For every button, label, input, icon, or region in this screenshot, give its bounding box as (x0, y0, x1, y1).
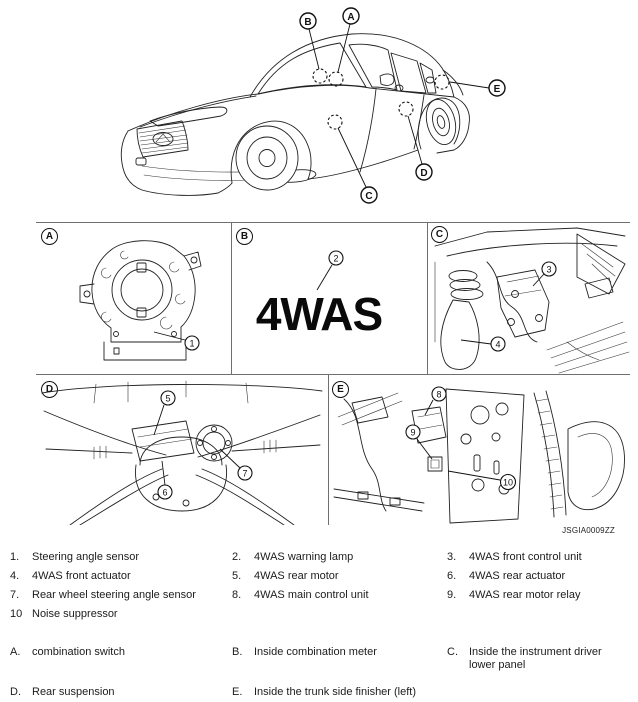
legend-text: combination switch (32, 646, 125, 658)
callout-2-badge (329, 251, 343, 265)
car-callout-badge-b (300, 13, 316, 29)
legend-letter: B. (232, 646, 243, 658)
legend-number: 2. (232, 551, 242, 563)
legend-text: 4WAS warning lamp (254, 551, 354, 563)
legend-item-7 (10, 589, 232, 602)
callout-8-leader (425, 400, 433, 415)
legend-item-1 (10, 551, 232, 564)
panel-b-label: B (236, 228, 253, 245)
warning-lamp-text: 4WAS (255, 288, 383, 340)
panel-b-warning-lamp (231, 222, 427, 374)
car-callout-letter-e: E (493, 83, 501, 95)
car-callout-letter-b: B (304, 16, 312, 28)
legend-letter: D. (10, 686, 21, 698)
figure-code: JSGIA0009ZZ (562, 526, 615, 535)
callout-5-leader (154, 405, 164, 435)
callout-2-number: 2 (333, 253, 339, 264)
legend-item-e (232, 686, 447, 699)
legend-text: Inside combination meter (254, 646, 377, 658)
callout-1-badge (185, 336, 199, 350)
car-callout-letter-d: D (420, 167, 428, 179)
legend-text: Steering angle sensor (32, 551, 140, 563)
legend-number: 10 (10, 608, 23, 620)
legend-text: 4WAS front actuator (32, 570, 131, 582)
callout-9-number: 9 (410, 427, 416, 438)
leader-lines (309, 24, 489, 187)
legend-text: 4WAS rear actuator (469, 570, 566, 582)
engine-line-art (435, 228, 629, 373)
car-callout-badge-a (343, 8, 359, 24)
legend-item-5 (232, 570, 447, 583)
legend-number: 6. (447, 570, 457, 582)
car-callout-letter-c: C (365, 190, 373, 202)
panel-e-trunk-side (328, 377, 630, 525)
callout-10-number: 10 (502, 477, 514, 488)
trunk-line-art (334, 389, 624, 523)
callout-6-leader (162, 461, 165, 485)
legend-item-a (10, 646, 232, 659)
legend-item-10 (10, 608, 232, 621)
panel-c-label: C (431, 226, 448, 243)
grid-middle-rule (36, 374, 630, 375)
callout-2-leader (317, 265, 332, 290)
legend-text: Inside the instrument driver lower panel (469, 646, 602, 671)
callout-7-number: 7 (242, 468, 248, 479)
legend-letter: C. (447, 646, 458, 658)
legend-item-3 (447, 551, 630, 564)
lettered-legend (10, 646, 630, 699)
callout-5-badge (161, 391, 175, 405)
callout-5-number: 5 (165, 393, 171, 404)
legend-text: Noise suppressor (32, 608, 118, 620)
callout-1-number: 1 (189, 338, 195, 349)
legend-letter: E. (232, 686, 243, 698)
legend-item-8 (232, 589, 447, 602)
callout-9-badge (406, 425, 420, 439)
legend-text: 4WAS front control unit (469, 551, 582, 563)
legend-number: 1. (10, 551, 20, 563)
legend-text: 4WAS rear motor relay (469, 589, 581, 601)
legend-text: Rear wheel steering angle sensor (32, 589, 196, 601)
legend-item-b (232, 646, 447, 659)
callout-10-leader (448, 471, 500, 480)
car-location-diagram (0, 0, 638, 218)
legend-number: 9. (447, 589, 457, 601)
panel-a-label: A (41, 228, 58, 245)
callout-6-badge (158, 485, 172, 499)
car-callout-badge-e (489, 80, 505, 96)
callout-4-badge (491, 337, 505, 351)
callout-4-leader (461, 340, 491, 344)
legend-text: Rear suspension (32, 686, 115, 698)
callout-8-number: 8 (436, 389, 442, 400)
panel-a-steering-angle-sensor (36, 222, 231, 374)
panel-d-rear-suspension (36, 377, 328, 525)
callout-4-number: 4 (495, 339, 501, 350)
legend-item-4 (10, 570, 232, 583)
legend-number: 3. (447, 551, 457, 563)
callout-1-leader (154, 332, 185, 340)
callout-3-badge (542, 262, 556, 276)
legend-number: 7. (10, 589, 20, 601)
callout-7-badge (238, 466, 252, 480)
target-a-circle (329, 72, 343, 86)
sensor-line-art (80, 241, 201, 360)
car-callout-badge-d (416, 164, 432, 180)
legend-item-d (10, 686, 232, 699)
legend-item-c (447, 646, 630, 672)
legend-item-9 (447, 589, 630, 602)
callout-3-number: 3 (546, 264, 552, 275)
car-callout-letter-a: A (347, 11, 355, 23)
legend-text: 4WAS main control unit (254, 589, 369, 601)
legend-number: 5. (232, 570, 242, 582)
legend-item-6 (447, 570, 630, 583)
legend-letter: A. (10, 646, 21, 658)
target-b-circle (313, 69, 327, 83)
callout-10-badge (501, 475, 516, 490)
panel-d-label: D (41, 381, 58, 398)
legend-text: Inside the trunk side finisher (left) (254, 686, 417, 698)
callout-6-number: 6 (162, 487, 168, 498)
callout-8-badge (432, 387, 446, 401)
target-d-circle (399, 102, 413, 116)
car-callout-badge-c (361, 187, 377, 203)
suspension-line-art (42, 381, 322, 525)
legend-number: 4. (10, 570, 20, 582)
panel-e-label: E (332, 381, 349, 398)
target-c-circle (328, 115, 342, 129)
legend-number: 8. (232, 589, 242, 601)
numbered-legend (10, 551, 630, 621)
panel-c-engine-compartment (427, 222, 630, 374)
legend-text: 4WAS rear motor (254, 570, 339, 582)
legend-item-2 (232, 551, 447, 564)
